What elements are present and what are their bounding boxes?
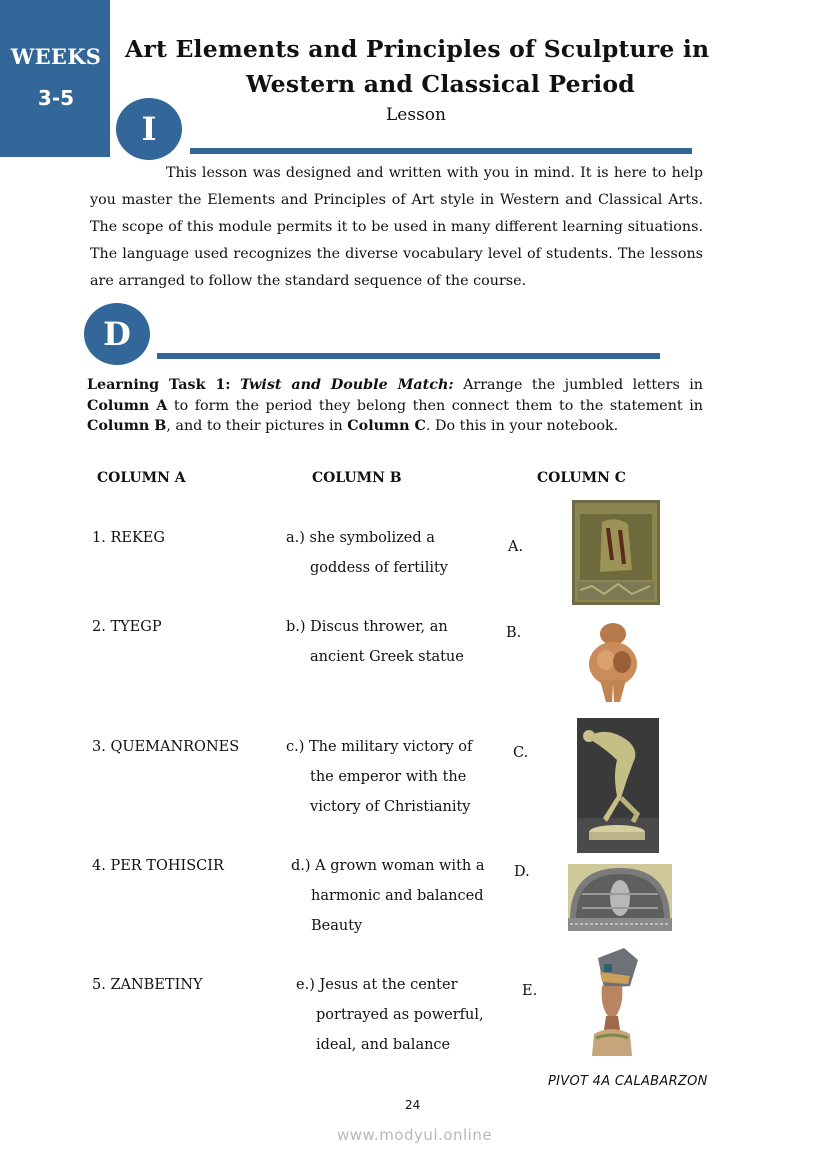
column-a-item: 1. REKEG [92,530,165,546]
column-a-ref: Column A [87,397,168,414]
column-a-header: COLUMN A [97,470,186,486]
weeks-box [0,0,110,157]
column-c-label: C. [513,745,529,761]
task-text: . Do this in your notebook. [425,418,619,434]
column-b-item [286,732,472,822]
column-a-item: 3. QUEMANRONES [92,739,240,755]
page-title-line-2: Western and Classical Period [246,70,635,98]
column-c-ref: Column C [347,418,426,434]
page-title-line-1: Art Elements and Principles of Sculpture in [125,35,710,63]
column-b-text: c.) The military victory of [286,739,473,755]
column-b-text: d.) A grown woman with a [291,858,485,874]
column-b-header: COLUMN B [312,470,402,486]
column-c-header: COLUMN C [537,470,626,486]
column-b-text: b.) Discus thrower, an [286,619,448,635]
section-d-letter: D [103,315,131,353]
column-b-text: portrayed as powerful, [316,1007,484,1023]
section-i-badge [116,98,182,160]
column-c-label: A. [508,539,524,555]
column-b-item [286,523,448,583]
weeks-range: 3-5 [37,86,75,110]
discus-thrower-image [577,718,659,853]
column-a-item: 4. PER TOHISCIR [92,858,224,874]
weeks-label: WEEKS [10,44,102,69]
column-a-item: 2. TYEGP [92,619,162,635]
column-b-text: victory of Christianity [310,799,471,815]
nefertiti-bust-image [584,946,642,1058]
column-b-text: Beauty [311,918,363,934]
page-subtitle: Lesson [386,105,446,125]
section-i-divider [190,148,692,154]
column-a-item: 5. ZANBETINY [92,977,203,993]
relief-panel-image [572,500,660,605]
task-title: Twist and Double Match: [240,377,454,393]
column-c-label: E. [522,983,538,999]
column-b-text: a.) she symbolized a [286,530,435,546]
tympanum-relief-image [568,864,672,931]
task-text: Arrange the jumbled letters in [453,377,703,393]
section-d-divider [157,353,660,359]
task-text: to form the period they belong then connect them to the statement in [167,397,703,414]
watermark-link[interactable]: www.modyul.online [337,1126,493,1144]
column-b-text: harmonic and balanced [311,888,484,904]
column-b-text: e.) Jesus at the center [296,977,458,993]
column-b-item [286,612,464,672]
learning-task-instructions [87,375,703,437]
section-i-letter: I [141,110,157,148]
column-b-item [291,851,485,941]
column-b-ref: Column B [87,418,167,434]
task-text: , and to their pictures in [166,418,348,434]
column-c-label: B. [506,625,522,641]
column-b-text: goddess of fertility [310,560,448,576]
column-b-text: ancient Greek statue [310,649,464,665]
column-c-label: D. [514,864,530,880]
column-b-item [296,970,484,1060]
column-b-text: the emperor with the [310,769,467,785]
footer-brand: PIVOT 4A CALABARZON [548,1074,708,1089]
column-b-text: ideal, and balance [316,1037,451,1053]
intro-text: This lesson was designed and written with you in mind. It is here to help you master the Elements and Principles of Art style in Western and Classical Arts. The scope of this module permits it to be used in many different learning situations. The language used recognizes the diverse vocabulary level of students. The lessons are arranged to follow the standard sequence of the course. [90,165,703,289]
intro-paragraph [90,160,703,295]
venus-figurine-image [584,622,642,704]
section-d-badge [84,303,150,365]
task-label: Learning Task 1: [87,377,231,393]
page-number: 24 [405,1098,421,1112]
